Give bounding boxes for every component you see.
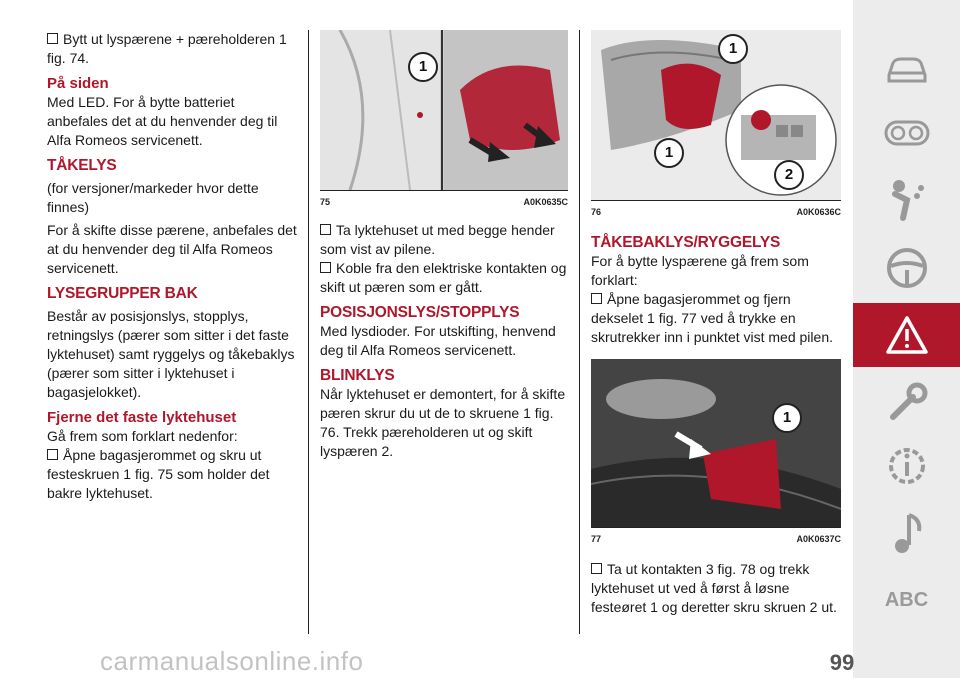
paragraph-indicators: Når lyktehuset er demontert, for å skifte pæren skrur du ut de to skruene 1 fig. 76. Trekk pæreholderen ut og skift lyspæren 2. bbox=[320, 386, 566, 459]
seat-airbag-icon bbox=[887, 178, 927, 222]
wrench-icon bbox=[885, 381, 929, 425]
paragraph-remove-intro: Gå frem som forklart nedenfor: bbox=[47, 428, 238, 444]
figure-76-caption bbox=[591, 207, 841, 217]
paragraph-rear-fog-reverse: For å bytte lyspærene gå frem som forklart: bbox=[591, 253, 809, 288]
sidebar-item-emergency[interactable] bbox=[853, 303, 960, 367]
heading-rear-light-clusters: LYSEGRUPPER BAK bbox=[47, 285, 198, 302]
steering-wheel-icon bbox=[885, 246, 929, 290]
checkbox-icon bbox=[320, 262, 331, 273]
heading-on-side: På siden bbox=[47, 75, 109, 92]
gear-info-icon bbox=[885, 444, 929, 488]
column-divider bbox=[579, 30, 580, 634]
checkbox-icon bbox=[320, 224, 331, 235]
dashboard-gauges-icon bbox=[884, 120, 930, 146]
column-3 bbox=[591, 30, 841, 617]
step-disconnect: Koble fra den elektriske kontakten og skift ut pæren som er gått. bbox=[320, 260, 567, 295]
sidebar-item-maintenance[interactable] bbox=[853, 373, 960, 433]
figure-code: A0K0637C bbox=[796, 534, 841, 544]
figure-76 bbox=[591, 30, 841, 201]
figure-77-caption bbox=[591, 534, 841, 544]
checkbox-icon bbox=[591, 563, 602, 574]
checkbox-icon bbox=[591, 293, 602, 304]
sidebar-item-dashboard[interactable] bbox=[853, 103, 960, 163]
paragraph-position-stop-lights: Med lysdioder. For utskifting, henvend deg til Alfa Romeos servicenett. bbox=[320, 323, 556, 358]
warning-triangle-icon bbox=[885, 315, 929, 355]
heading-position-stop-lights: POSISJONSLYS/STOPPLYS bbox=[320, 304, 520, 321]
figure-number: 75 bbox=[320, 197, 331, 207]
column-divider bbox=[308, 30, 309, 634]
sidebar-item-index[interactable] bbox=[853, 570, 960, 630]
sidebar-item-technical-data[interactable] bbox=[853, 436, 960, 496]
column-1 bbox=[47, 30, 297, 503]
paragraph-rear-light-clusters: Består av posisjonslys, stopplys, retningslys (pærer som sitter i det faste lyktehuset) samt ryggelys og tåkebaklys (pærer som sitter i lyktehuset i bagasjelokket). bbox=[47, 308, 295, 400]
callout-1: 1 bbox=[772, 403, 802, 433]
sidebar-item-car[interactable] bbox=[853, 40, 960, 100]
paragraph-fog-lights-note: (for versjoner/markeder hvor dette finnes) bbox=[47, 180, 259, 215]
page-number: 99 bbox=[829, 650, 855, 675]
figure-75-caption bbox=[320, 197, 568, 207]
heading-remove-fixed-cluster: Fjerne det faste lyktehuset bbox=[47, 409, 237, 426]
watermark: carmanualsonline.info bbox=[100, 646, 364, 676]
callout-2: 2 bbox=[774, 160, 804, 190]
figure-number: 77 bbox=[591, 534, 602, 544]
figure-75 bbox=[320, 30, 568, 191]
paragraph-on-side: Med LED. For å bytte batteriet anbefales det at du henvender deg til Alfa Romeos servicenett. bbox=[47, 94, 278, 148]
figure-code: A0K0636C bbox=[796, 207, 841, 217]
checkbox-icon bbox=[47, 449, 58, 460]
music-note-icon bbox=[889, 511, 925, 555]
checkbox-icon bbox=[47, 33, 58, 44]
column-2 bbox=[320, 30, 568, 461]
step-replace-bulbs: Bytt ut lyspærene + pæreholderen 1 fig. 74. bbox=[47, 31, 287, 66]
heading-rear-fog-reverse: TÅKEBAKLYS/RYGGELYS bbox=[591, 234, 781, 251]
figure-number: 76 bbox=[591, 207, 602, 217]
heading-indicators: BLINKLYS bbox=[320, 367, 395, 384]
figure-75-illustration bbox=[320, 30, 568, 190]
sidebar-item-multimedia[interactable] bbox=[853, 503, 960, 563]
figure-code: A0K0635C bbox=[523, 197, 568, 207]
step-remove-cluster: Ta lyktehuset ut med begge hender som vist av pilene. bbox=[320, 222, 555, 257]
paragraph-fog-lights: For å skifte disse pærene, anbefales det at du henvender deg til Alfa Romeos servicenett. bbox=[47, 222, 297, 276]
sidebar-item-driving[interactable] bbox=[853, 238, 960, 298]
step-remove-connector: Ta ut kontakten 3 fig. 78 og trekk lyktehuset ut ved å først å løsne festeøret 1 og deretter skru skruen 2 ut. bbox=[591, 561, 837, 615]
chapter-sidebar bbox=[853, 0, 960, 678]
callout-1: 1 bbox=[408, 52, 438, 82]
callout-1: 1 bbox=[718, 34, 748, 64]
index-abc-label: ABC bbox=[884, 588, 929, 611]
step-open-trunk-cover: Åpne bagasjerommet og fjern dekselet 1 fig. 77 ved å trykke en skrutrekker inn i punktet vist med pilen. bbox=[591, 291, 833, 345]
car-icon bbox=[885, 55, 929, 85]
figure-77-illustration bbox=[591, 359, 841, 527]
sidebar-item-safety[interactable] bbox=[853, 170, 960, 230]
figure-77 bbox=[591, 359, 841, 528]
heading-fog-lights: TÅKELYS bbox=[47, 157, 117, 174]
callout-1: 1 bbox=[654, 138, 684, 168]
step-open-trunk: Åpne bagasjerommet og skru ut festeskruen 1 fig. 75 som holder det bakre lyktehuset. bbox=[47, 447, 270, 501]
